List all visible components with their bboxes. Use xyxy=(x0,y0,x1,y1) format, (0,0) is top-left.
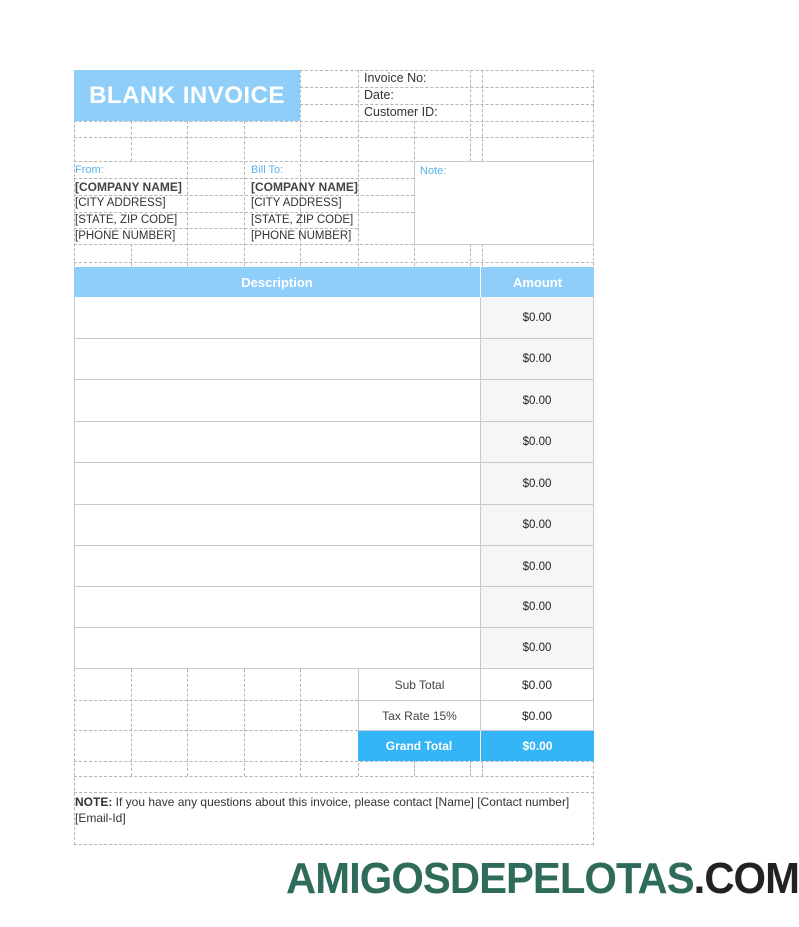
bill-to-phone: [PHONE NUMBER] xyxy=(251,230,352,242)
tax-value: $0.00 xyxy=(521,708,553,723)
description-cell[interactable] xyxy=(74,380,480,421)
amount-cell: $0.00 xyxy=(481,297,593,338)
description-cell[interactable] xyxy=(74,422,480,462)
grid-line xyxy=(74,730,358,731)
grid-line xyxy=(74,262,594,263)
description-cell[interactable] xyxy=(74,628,480,669)
customer-id-label: Customer ID: xyxy=(364,105,438,119)
amount-cell: $0.00 xyxy=(481,587,593,627)
amount-cell: $0.00 xyxy=(481,546,593,587)
grid-line xyxy=(482,244,483,266)
grid-line xyxy=(74,761,594,762)
description-cell[interactable] xyxy=(74,297,480,338)
grid-line xyxy=(187,669,188,776)
grid-line xyxy=(482,761,483,776)
grid-line xyxy=(74,776,594,777)
grid-line xyxy=(300,104,594,105)
grid-line xyxy=(131,121,132,161)
description-cell[interactable] xyxy=(74,339,480,380)
grid-line xyxy=(358,70,359,266)
subtotal-label: Sub Total xyxy=(394,677,445,692)
grid-line xyxy=(74,121,594,122)
brand-name: AMIGOSDEPELOTAS xyxy=(286,854,694,903)
description-cell[interactable] xyxy=(74,546,480,587)
description-header: Description xyxy=(74,267,480,297)
footer-note xyxy=(75,794,592,826)
invoice-title: BLANK INVOICE xyxy=(74,70,300,121)
grid-line xyxy=(470,70,471,161)
from-label: From: xyxy=(75,164,104,176)
from-phone: [PHONE NUMBER] xyxy=(75,230,176,242)
grand-total-value: $0.00 xyxy=(480,731,594,761)
bill-to-company: [COMPANY NAME] xyxy=(251,180,358,194)
description-cell[interactable] xyxy=(74,505,480,546)
grid-line xyxy=(74,792,594,793)
description-cell[interactable] xyxy=(74,587,480,627)
invoice-no-label: Invoice No: xyxy=(364,71,427,85)
grid-line xyxy=(187,121,188,266)
grid-line xyxy=(74,700,358,701)
bill-to-city: [CITY ADDRESS] xyxy=(251,197,342,209)
from-city: [CITY ADDRESS] xyxy=(75,197,166,209)
grid-line xyxy=(131,244,132,266)
grid-line xyxy=(593,761,594,845)
grid-line xyxy=(244,669,245,776)
bill-to-state-zip: [STATE, ZIP CODE] xyxy=(251,214,354,226)
grid-line xyxy=(74,228,358,229)
note-label: Note: xyxy=(420,165,447,177)
amount-cell: $0.00 xyxy=(481,628,593,668)
grid-line xyxy=(74,844,594,845)
grid-line xyxy=(470,761,471,776)
description-cell[interactable] xyxy=(74,463,480,503)
amount-cell: $0.00 xyxy=(481,422,593,462)
invoice-sheet xyxy=(74,70,594,845)
grid-line xyxy=(131,669,132,776)
brand-domain: .COM xyxy=(693,854,799,903)
amount-cell: $0.00 xyxy=(481,463,593,504)
grid-line xyxy=(300,669,301,776)
from-company: [COMPANY NAME] xyxy=(75,180,182,194)
grid-line xyxy=(482,70,483,161)
amount-header: Amount xyxy=(480,267,594,297)
grid-line xyxy=(300,87,594,88)
bill-to-label: Bill To: xyxy=(251,164,284,176)
amount-cell: $0.00 xyxy=(481,339,593,379)
amount-cell: $0.00 xyxy=(481,505,593,545)
grid-line xyxy=(414,761,415,776)
grid-line xyxy=(244,121,245,266)
brand-watermark xyxy=(286,854,799,910)
from-state-zip: [STATE, ZIP CODE] xyxy=(75,214,178,226)
footer-note-text: If you have any questions about this invoice, please contact [Name] [Contact number] [Email-Id] xyxy=(75,795,570,825)
grand-total-label: Grand Total xyxy=(358,731,480,761)
tax-label: Tax Rate 15% xyxy=(382,708,457,723)
grid-line xyxy=(74,137,594,138)
grid-line xyxy=(470,244,471,266)
footer-note-label: NOTE: xyxy=(75,795,113,809)
date-label: Date: xyxy=(364,88,394,102)
amount-cell: $0.00 xyxy=(481,380,593,421)
subtotal-value: $0.00 xyxy=(521,677,553,692)
